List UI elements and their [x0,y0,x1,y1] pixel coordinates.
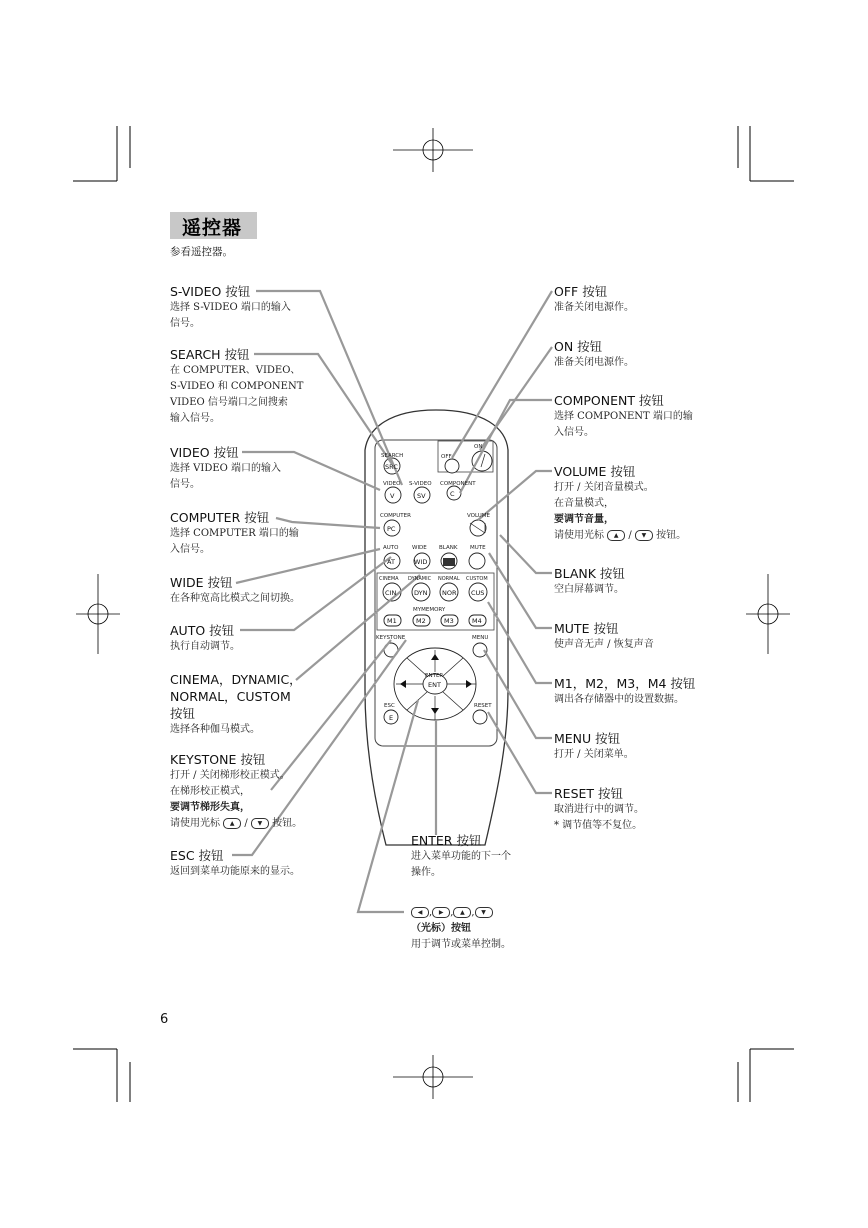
cursor-sep-3: , [471,907,475,918]
auto-label: AUTO [383,545,399,551]
off-description [554,283,714,316]
esc-description [170,847,330,880]
btn-m4: M4 [472,617,482,625]
auto-text-1: 执行自动调节。 [170,641,240,652]
search-text-4: 输入信号。 [170,413,220,424]
search-text-1: 在 COMPUTER、VIDEO、 [170,365,301,376]
cursor-description [411,905,561,953]
cursor-text-1: 用于调节或菜单控制。 [411,939,511,950]
esc-label: ESC [384,703,395,709]
btn-sv: SV [417,492,426,500]
btn-e: E [389,714,394,722]
keystone-text-4 [170,816,330,832]
gamma-text-1: 选择各种伽马模式。 [170,724,260,735]
enter-text-2: 操作。 [411,867,441,878]
cinema-label: CINEMA [379,576,399,582]
volume-text-1: 打开 / 关闭音量模式。 [554,482,654,493]
mute-title: MUTE 按钮 [554,621,619,636]
gamma-title-1: CINEMA，DYNAMIC， [170,672,302,687]
volume-text-3: 要调节音量， [554,514,614,525]
auto-description [170,622,320,655]
gamma-title-3: 按钮 [170,706,196,721]
down-cursor-icon: ▼ [475,907,493,918]
keystone-label: KEYSTONE [376,635,406,641]
mute-description [554,620,714,653]
mute-label: MUTE [470,545,486,551]
video-text-2: 信号。 [170,479,200,490]
volume-text-4 [554,528,724,544]
video-title: VIDEO 按钮 [170,445,239,460]
cursor-icons [411,905,561,921]
wide-title: WIDE 按钮 [170,575,233,590]
menu-title: MENU 按钮 [554,731,621,746]
enter-description [411,832,551,881]
reset-description [554,785,714,834]
off-label: OFF [441,454,452,460]
reset-title: RESET 按钮 [554,786,624,801]
volume-label: VOLUME [467,513,491,519]
memory-text-1: 调出各存储器中的设置数据。 [554,694,684,705]
keystone-text-1: 打开 / 关闭梯形校正模式。 [170,770,290,781]
btn-pc: PC [387,525,396,533]
computer-label: COMPUTER [380,513,411,519]
btn-v: V [390,492,395,500]
keystone-text-4a: 请使用光标 [170,818,220,829]
menu-label: MENU [472,635,489,641]
reset-text-2: * 调节值等不复位。 [554,820,643,831]
esc-text-1: 返回到菜单功能原来的显示。 [170,866,300,877]
computer-text-1: 选择 COMPUTER 端口的输 [170,528,299,539]
btn-wid: WID [414,558,428,566]
search-text-3: VIDEO 信号端口之间搜索 [170,397,288,408]
dynamic-label: DYNAMIC [408,576,432,582]
component-text-2: 入信号。 [554,427,594,438]
enter-title: ENTER 按钮 [411,833,482,848]
component-description [554,392,714,441]
right-cursor-icon: ▶ [432,907,450,918]
computer-text-2: 入信号。 [170,544,210,555]
keystone-text-3: 要调节梯形失真， [170,802,250,813]
left-cursor-icon: ◀ [411,907,429,918]
svideo-description [170,283,320,332]
wide-description [170,574,330,607]
section-intro: 参看遥控器。 [170,246,233,258]
auto-title: AUTO 按钮 [170,623,235,638]
keystone-text-4b: / [244,818,248,829]
btn-m1: M1 [387,617,397,625]
memory-description [554,675,724,708]
volume-text-4a: 请使用光标 [554,530,604,541]
cursor-sep-2: , [450,907,454,918]
gamma-description [170,671,320,738]
btn-dyn: DYN [414,589,428,597]
on-text-1: 准备关闭电源作。 [554,357,634,368]
btn-nor: NOR [442,589,457,597]
on-description [554,338,714,371]
cursor-sep-1: , [429,907,433,918]
btn-cus: CUS [471,589,485,597]
normal-label: NORMAL [438,576,460,582]
component-text-1: 选择 COMPONENT 端口的输 [554,411,693,422]
keystone-description [170,751,330,832]
keystone-text-2: 在梯形校正模式， [170,786,250,797]
wide-text-1: 在各种宽高比模式之间切换。 [170,593,300,604]
keystone-title: KEYSTONE 按钮 [170,752,266,767]
enter-text-1: 进入菜单功能的下一个 [411,851,511,862]
computer-description [170,509,320,558]
volume-description [554,463,724,544]
blank-text-1: 空白屏幕调节。 [554,584,624,595]
memory-title: M1，M2，M3，M4 按钮 [554,676,696,691]
search-label: SEARCH [381,453,404,459]
search-text-2: S-VIDEO 和 COMPONENT [170,381,304,392]
up-cursor-icon: ▲ [223,818,241,829]
mymemory-label: MYMEMORY [413,607,446,613]
enter-label: ENTER [425,673,444,679]
btn-c: C [450,490,455,498]
blank-label: BLANK [439,545,458,551]
off-title: OFF 按钮 [554,284,608,299]
computer-title: COMPUTER 按钮 [170,510,270,525]
video-label: VIDEO [383,481,401,487]
search-description [170,346,320,427]
blank-description [554,565,714,598]
component-label: COMPONENT [440,481,476,487]
svideo-label: S-VIDEO [409,481,432,487]
menu-description [554,730,714,763]
svideo-text-2: 信号。 [170,318,200,329]
reset-label: RESET [474,703,492,709]
section-title: 遥控器 [182,217,243,239]
on-label: ON [474,444,483,450]
video-text-1: 选择 VIDEO 端口的输入 [170,463,282,474]
svideo-title: S-VIDEO 按钮 [170,284,251,299]
wide-label: WIDE [412,545,427,551]
esc-title: ESC 按钮 [170,848,224,863]
volume-text-4b: / [628,530,632,541]
video-description [170,444,320,493]
btn-src: SRC [385,463,398,471]
btn-ent: ENT [428,681,441,689]
menu-text-1: 打开 / 关闭菜单。 [554,749,634,760]
btn-m3: M3 [444,617,454,625]
mute-text-1: 使声音无声 / 恢复声音 [554,639,654,650]
btn-at: AT [387,558,395,566]
component-title: COMPONENT 按钮 [554,393,664,408]
off-text-1: 准备关闭电源作。 [554,302,634,313]
btn-m2: M2 [416,617,426,625]
cursor-title: （光标）按钮 [411,923,471,934]
up-cursor-icon: ▲ [453,907,471,918]
keystone-text-4c: 按钮。 [272,818,303,829]
svideo-text-1: 选择 S-VIDEO 端口的输入 [170,302,291,313]
blank-title: BLANK 按钮 [554,566,625,581]
up-cursor-icon: ▲ [607,530,625,541]
down-cursor-icon: ▼ [251,818,269,829]
btn-cin: CIN [385,589,397,597]
on-title: ON 按钮 [554,339,603,354]
page-number: 6 [160,1012,169,1027]
volume-title: VOLUME 按钮 [554,464,636,479]
gamma-title-2: NORMAL，CUSTOM [170,689,291,704]
down-cursor-icon: ▼ [635,530,653,541]
search-title: SEARCH 按钮 [170,347,250,362]
volume-text-2: 在音量模式， [554,498,614,509]
custom-label: CUSTOM [466,576,488,582]
reset-text-1: 取消进行中的调节。 [554,804,644,815]
volume-text-4c: 按钮。 [656,530,687,541]
